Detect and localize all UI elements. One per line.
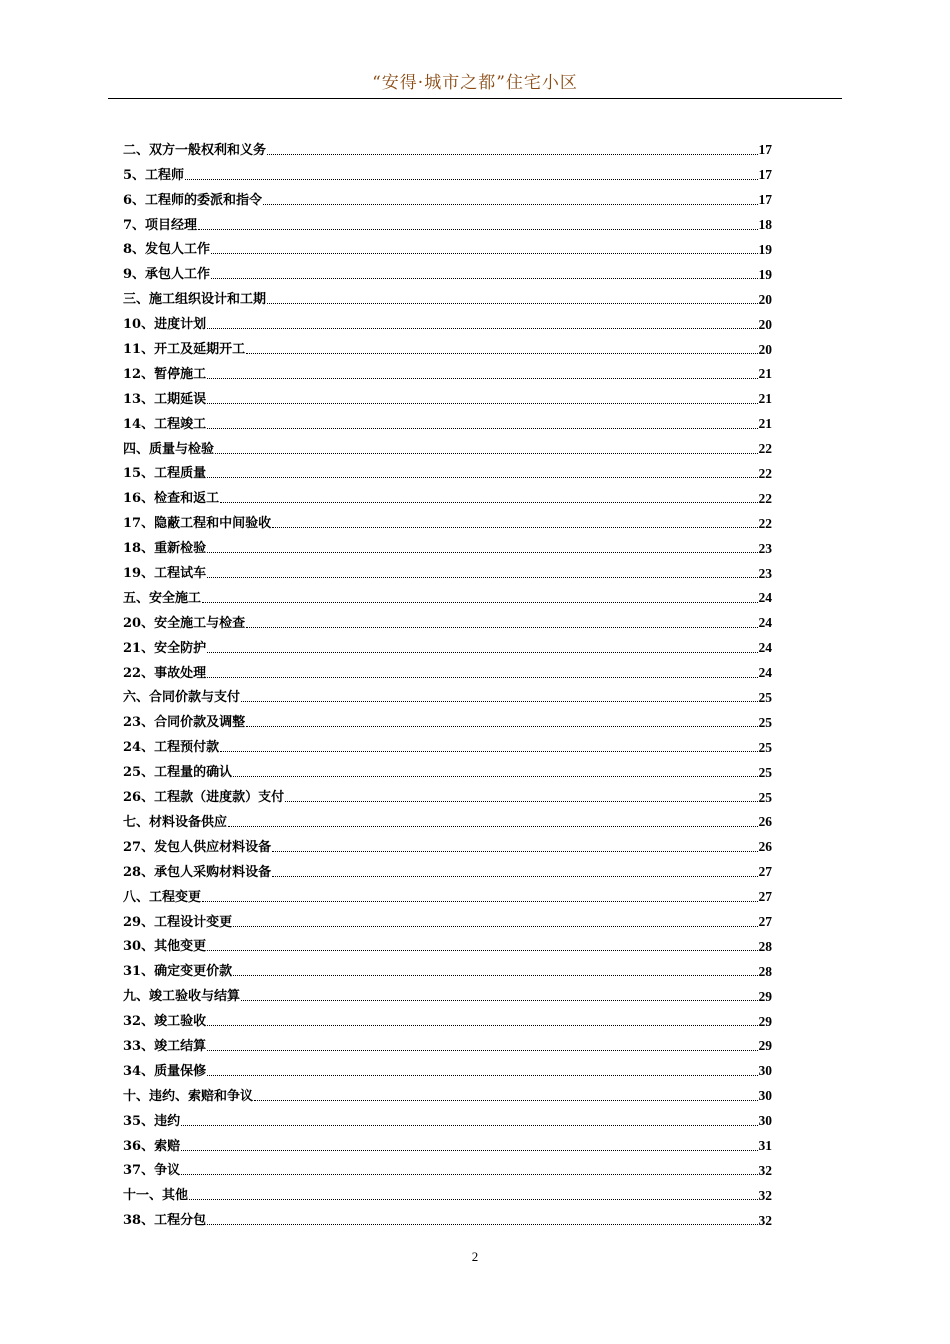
toc-entry-page-number: 22 bbox=[758, 515, 772, 531]
toc-dot-leader bbox=[267, 303, 757, 304]
toc-entry-label: 九、竣工验收与结算 bbox=[123, 989, 241, 1005]
toc-entry-label: 36、索赔 bbox=[123, 1138, 181, 1154]
toc-entry-page-number: 19 bbox=[758, 241, 772, 257]
toc-entry[interactable] bbox=[123, 306, 772, 331]
toc-entry-page-number: 27 bbox=[758, 864, 772, 880]
toc-dot-leader bbox=[181, 1150, 757, 1151]
toc-dot-leader bbox=[207, 677, 757, 678]
toc-entry-label: 5、工程师 bbox=[123, 167, 185, 183]
toc-entry-label: 16、检查和返工 bbox=[123, 491, 220, 507]
toc-entry-label: 9、承包人工作 bbox=[123, 267, 211, 283]
toc-dot-leader bbox=[202, 901, 757, 902]
toc-entry-page-number: 26 bbox=[758, 814, 772, 830]
toc-entry-label: 12、暂停施工 bbox=[123, 366, 207, 382]
toc-entry-label: 34、质量保修 bbox=[123, 1063, 207, 1079]
toc-dot-leader bbox=[181, 1125, 757, 1126]
toc-dot-leader bbox=[263, 204, 757, 205]
toc-entry-label: 18、重新检验 bbox=[123, 541, 207, 557]
toc-dot-leader bbox=[254, 1100, 757, 1101]
toc-dot-leader bbox=[272, 527, 757, 528]
toc-entry-label: 21、安全防护 bbox=[123, 640, 207, 656]
toc-entry-label: 十、违约、索赔和争议 bbox=[123, 1088, 254, 1104]
toc-entry-label: 八、工程变更 bbox=[123, 889, 202, 905]
toc-entry-label: 23、合同价款及调整 bbox=[123, 715, 246, 731]
toc-entry-page-number: 27 bbox=[758, 889, 772, 905]
toc-entry-label: 37、争议 bbox=[123, 1163, 181, 1179]
toc-dot-leader bbox=[207, 403, 757, 404]
toc-entry-label: 22、事故处理 bbox=[123, 665, 207, 681]
toc-dot-leader bbox=[211, 278, 757, 279]
toc-entry-label: 6、工程师的委派和指令 bbox=[123, 192, 263, 208]
toc-entry[interactable] bbox=[123, 854, 772, 879]
toc-dot-leader bbox=[202, 602, 757, 603]
toc-entry[interactable] bbox=[123, 904, 772, 929]
toc-entry-label: 20、安全施工与检查 bbox=[123, 615, 246, 631]
toc-entry-page-number: 28 bbox=[758, 963, 772, 979]
toc-entry[interactable] bbox=[123, 580, 772, 605]
toc-entry-page-number: 20 bbox=[758, 316, 772, 332]
toc-entry[interactable] bbox=[123, 1128, 772, 1153]
toc-entry-page-number: 25 bbox=[758, 689, 772, 705]
toc-entry-label: 29、工程设计变更 bbox=[123, 914, 233, 930]
toc-entry-label: 31、确定变更价款 bbox=[123, 964, 233, 980]
toc-entry-page-number: 17 bbox=[758, 142, 772, 158]
toc-entry-page-number: 30 bbox=[758, 1113, 772, 1129]
toc-entry[interactable] bbox=[123, 929, 772, 954]
toc-dot-leader bbox=[207, 652, 757, 653]
toc-entry-label: 32、竣工验收 bbox=[123, 1014, 207, 1030]
toc-dot-leader bbox=[215, 453, 757, 454]
toc-dot-leader bbox=[233, 926, 757, 927]
toc-entry-page-number: 25 bbox=[758, 739, 772, 755]
toc-entry-label: 19、工程试车 bbox=[123, 566, 207, 582]
toc-entry-page-number: 19 bbox=[758, 266, 772, 282]
toc-entry-page-number: 24 bbox=[758, 590, 772, 606]
toc-entry-label: 13、工期延误 bbox=[123, 391, 207, 407]
toc-entry-label: 30、其他变更 bbox=[123, 939, 207, 955]
toc-entry[interactable] bbox=[123, 779, 772, 804]
toc-entry[interactable] bbox=[123, 530, 772, 555]
toc-dot-leader bbox=[185, 179, 757, 180]
toc-entry[interactable] bbox=[123, 655, 772, 680]
toc-entry-page-number: 32 bbox=[758, 1187, 772, 1203]
toc-entry-label: 17、隐蔽工程和中间验收 bbox=[123, 516, 272, 532]
running-header-title: “安得·城市之都”住宅小区 bbox=[372, 73, 578, 93]
toc-entry-label: 11、开工及延期开工 bbox=[123, 342, 246, 358]
toc-entry[interactable] bbox=[123, 381, 772, 406]
toc-entry-label: 七、材料设备供应 bbox=[123, 814, 228, 830]
toc-entry-page-number: 32 bbox=[758, 1162, 772, 1178]
toc-entry-label: 15、工程质量 bbox=[123, 466, 207, 482]
toc-entry-page-number: 28 bbox=[758, 938, 772, 954]
toc-entry[interactable] bbox=[123, 1177, 772, 1202]
toc-dot-leader bbox=[198, 229, 757, 230]
toc-dot-leader bbox=[207, 577, 757, 578]
toc-entry[interactable] bbox=[123, 505, 772, 530]
toc-entry-page-number: 21 bbox=[758, 366, 772, 382]
toc-entry[interactable] bbox=[123, 829, 772, 854]
toc-entry-page-number: 21 bbox=[758, 391, 772, 407]
toc-dot-leader bbox=[181, 1174, 757, 1175]
toc-dot-leader bbox=[233, 975, 757, 976]
toc-entry[interactable] bbox=[123, 680, 772, 705]
toc-entry-page-number: 23 bbox=[758, 540, 772, 556]
toc-entry-label: 五、安全施工 bbox=[123, 590, 202, 606]
toc-dot-leader bbox=[285, 801, 757, 802]
toc-entry-page-number: 32 bbox=[758, 1212, 772, 1228]
toc-entry-page-number: 24 bbox=[758, 615, 772, 631]
toc-entry[interactable] bbox=[123, 630, 772, 655]
toc-entry-label: 26、工程款（进度款）支付 bbox=[123, 790, 285, 806]
toc-entry[interactable] bbox=[123, 431, 772, 456]
toc-dot-leader bbox=[246, 627, 757, 628]
toc-dot-leader bbox=[228, 826, 757, 827]
toc-entry[interactable] bbox=[123, 456, 772, 481]
toc-dot-leader bbox=[207, 378, 757, 379]
toc-entry-label: 10、进度计划 bbox=[123, 317, 207, 333]
toc-entry[interactable] bbox=[123, 356, 772, 381]
toc-dot-leader bbox=[207, 950, 757, 951]
toc-dot-leader bbox=[207, 1075, 757, 1076]
toc-entry[interactable] bbox=[123, 879, 772, 904]
toc-entry-label: 二、双方一般权利和义务 bbox=[123, 142, 267, 158]
toc-entry-page-number: 17 bbox=[758, 192, 772, 208]
toc-entry-label: 38、工程分包 bbox=[123, 1213, 207, 1229]
toc-entry-label: 27、发包人供应材料设备 bbox=[123, 839, 272, 855]
toc-dot-leader bbox=[241, 1000, 757, 1001]
toc-entry-label: 35、违约 bbox=[123, 1113, 181, 1129]
toc-dot-leader bbox=[241, 701, 757, 702]
toc-entry-page-number: 31 bbox=[758, 1138, 772, 1154]
toc-entry-page-number: 20 bbox=[758, 341, 772, 357]
toc-entry-page-number: 25 bbox=[758, 714, 772, 730]
toc-entry[interactable] bbox=[123, 555, 772, 580]
toc-entry[interactable] bbox=[123, 1053, 772, 1078]
toc-entry-page-number: 29 bbox=[758, 1013, 772, 1029]
toc-dot-leader bbox=[207, 552, 757, 553]
toc-entry-page-number: 29 bbox=[758, 988, 772, 1004]
toc-entry-page-number: 25 bbox=[758, 764, 772, 780]
toc-dot-leader bbox=[207, 328, 757, 329]
toc-entry-label: 24、工程预付款 bbox=[123, 740, 220, 756]
toc-dot-leader bbox=[267, 154, 757, 155]
toc-dot-leader bbox=[233, 776, 757, 777]
toc-dot-leader bbox=[246, 726, 757, 727]
toc-entry[interactable] bbox=[123, 978, 772, 1003]
toc-entry[interactable] bbox=[123, 182, 772, 207]
toc-dot-leader bbox=[272, 876, 757, 877]
table-of-contents bbox=[123, 132, 772, 1227]
toc-entry-page-number: 22 bbox=[758, 441, 772, 457]
toc-dot-leader bbox=[207, 1025, 757, 1026]
toc-entry[interactable] bbox=[123, 1028, 772, 1053]
toc-entry-page-number: 23 bbox=[758, 565, 772, 581]
toc-entry[interactable] bbox=[123, 232, 772, 257]
toc-dot-leader bbox=[220, 502, 757, 503]
toc-entry-label: 7、项目经理 bbox=[123, 217, 198, 233]
toc-dot-leader bbox=[246, 353, 757, 354]
toc-entry-page-number: 24 bbox=[758, 665, 772, 681]
toc-dot-leader bbox=[207, 428, 757, 429]
toc-entry-page-number: 29 bbox=[758, 1038, 772, 1054]
toc-entry[interactable] bbox=[123, 729, 772, 754]
toc-entry[interactable] bbox=[123, 207, 772, 232]
toc-entry-page-number: 18 bbox=[758, 217, 772, 233]
toc-entry-label: 33、竣工结算 bbox=[123, 1038, 207, 1054]
header-divider bbox=[108, 98, 842, 99]
toc-entry[interactable] bbox=[123, 953, 772, 978]
toc-entry-label: 8、发包人工作 bbox=[123, 242, 211, 258]
toc-entry[interactable] bbox=[123, 480, 772, 505]
toc-entry-label: 四、质量与检验 bbox=[123, 441, 215, 457]
toc-entry-label: 14、工程竣工 bbox=[123, 416, 207, 432]
toc-entry-label: 十一、其他 bbox=[123, 1188, 189, 1204]
toc-dot-leader bbox=[207, 1224, 757, 1225]
toc-dot-leader bbox=[211, 253, 757, 254]
toc-entry[interactable] bbox=[123, 406, 772, 431]
toc-entry-page-number: 27 bbox=[758, 914, 772, 929]
toc-entry-page-number: 20 bbox=[758, 291, 772, 307]
toc-entry[interactable] bbox=[123, 157, 772, 182]
toc-entry-label: 六、合同价款与支付 bbox=[123, 690, 241, 706]
toc-entry[interactable] bbox=[123, 256, 772, 281]
toc-entry[interactable] bbox=[123, 605, 772, 630]
toc-entry[interactable] bbox=[123, 331, 772, 356]
toc-entry[interactable] bbox=[123, 754, 772, 779]
toc-entry-page-number: 21 bbox=[758, 416, 772, 432]
toc-entry-page-number: 30 bbox=[758, 1063, 772, 1079]
toc-dot-leader bbox=[272, 851, 757, 852]
toc-entry[interactable] bbox=[123, 1202, 772, 1227]
toc-entry[interactable] bbox=[123, 1003, 772, 1028]
toc-dot-leader bbox=[207, 477, 757, 478]
toc-entry-page-number: 30 bbox=[758, 1088, 772, 1104]
toc-entry-page-number: 25 bbox=[758, 789, 772, 805]
toc-entry-page-number: 17 bbox=[758, 167, 772, 183]
toc-entry[interactable] bbox=[123, 804, 772, 829]
toc-entry[interactable] bbox=[123, 132, 772, 157]
toc-entry-page-number: 24 bbox=[758, 640, 772, 656]
toc-entry[interactable] bbox=[123, 1103, 772, 1128]
toc-dot-leader bbox=[207, 1050, 757, 1051]
toc-entry-page-number: 22 bbox=[758, 490, 772, 506]
toc-entry[interactable] bbox=[123, 281, 772, 306]
toc-entry-label: 三、施工组织设计和工期 bbox=[123, 292, 267, 308]
toc-dot-leader bbox=[189, 1199, 757, 1200]
toc-entry[interactable] bbox=[123, 1078, 772, 1103]
toc-entry[interactable] bbox=[123, 1153, 772, 1178]
toc-entry[interactable] bbox=[123, 704, 772, 729]
toc-entry-label: 28、承包人采购材料设备 bbox=[123, 864, 272, 880]
toc-dot-leader bbox=[220, 751, 757, 752]
page-number: 2 bbox=[471, 1249, 479, 1264]
toc-entry-page-number: 26 bbox=[758, 839, 772, 855]
toc-entry-page-number: 22 bbox=[758, 465, 772, 481]
toc-entry-label: 25、工程量的确认 bbox=[123, 765, 233, 781]
